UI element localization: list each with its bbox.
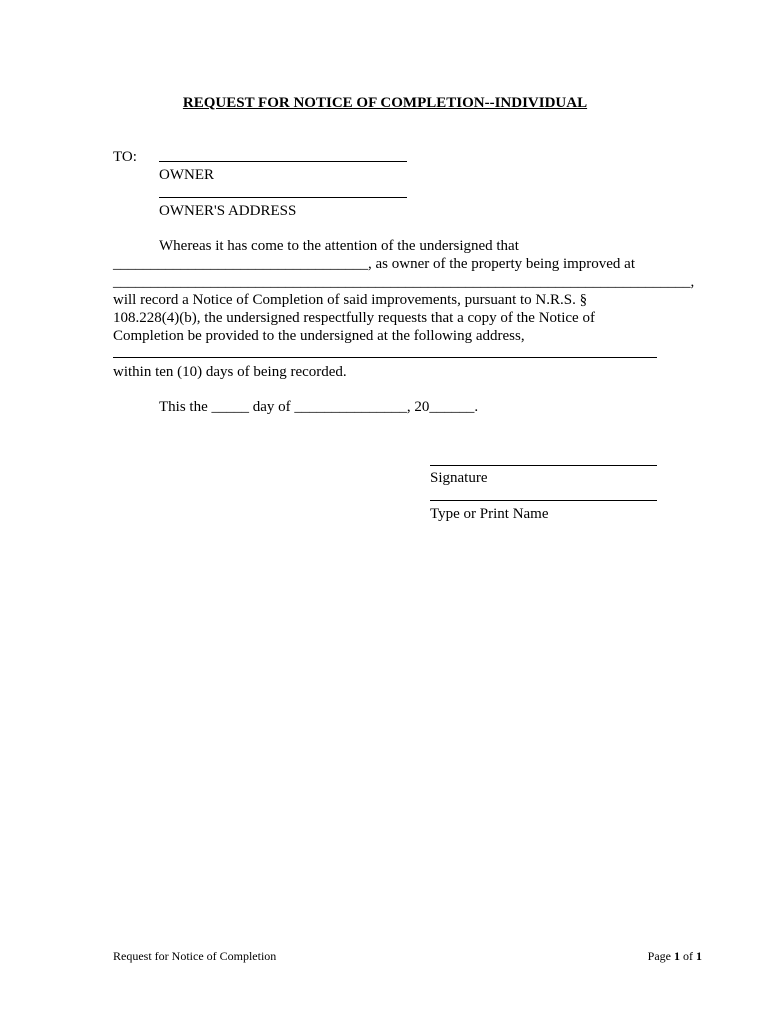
- owner-suffix: , as owner of the property being improved at: [368, 256, 636, 272]
- owner-blank-line: [159, 161, 407, 162]
- owner-name-blank: __________________________________: [113, 256, 368, 272]
- footer-left-text: Request for Notice of Completion: [113, 949, 277, 963]
- signature-blank-line: [430, 465, 657, 466]
- property-blank-line: _____________________________________________________________________________,: [113, 274, 695, 290]
- page-current: 1: [674, 949, 680, 963]
- to-label: TO:: [113, 149, 137, 165]
- owner-label: OWNER: [159, 167, 214, 183]
- page-total: 1: [696, 949, 702, 963]
- page-of: of: [683, 949, 693, 963]
- paragraph-line-2: 108.228(4)(b), the undersigned respectfully requests that a copy of the Notice of: [113, 310, 595, 326]
- document-title: REQUEST FOR NOTICE OF COMPLETION--INDIVIDUAL: [182, 95, 588, 111]
- print-name-blank-line: [430, 500, 657, 501]
- paragraph-line-1: will record a Notice of Completion of said improvements, pursuant to N.R.S. §: [113, 292, 588, 308]
- owner-name-line: [113, 255, 635, 273]
- date-line: This the _____ day of _______________, 20______.: [159, 399, 479, 415]
- owner-address-blank-line: [159, 197, 407, 198]
- page-prefix: Page: [647, 949, 671, 963]
- within-line: within ten (10) days of being recorded.: [113, 364, 347, 380]
- whereas-line: Whereas it has come to the attention of the undersigned that: [159, 238, 519, 254]
- address-blank-line: [113, 357, 657, 358]
- footer-page-number: [648, 949, 702, 963]
- print-name-label: Type or Print Name: [430, 506, 549, 522]
- paragraph-line-3: Completion be provided to the undersigned at the following address,: [113, 328, 525, 344]
- owner-address-label: OWNER'S ADDRESS: [159, 203, 297, 219]
- signature-label: Signature: [430, 470, 488, 486]
